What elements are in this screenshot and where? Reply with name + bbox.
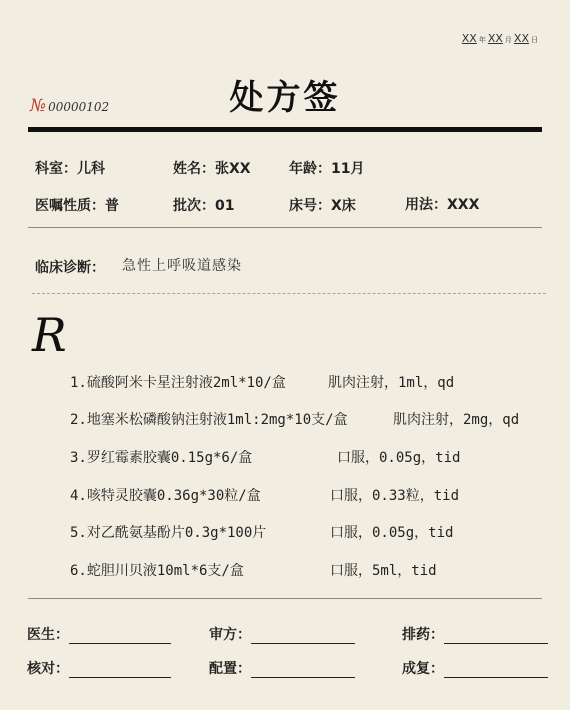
doctor-signature: [27, 624, 171, 644]
serial-number-value: 00000102: [48, 100, 110, 114]
check-signature-line: [69, 663, 171, 678]
usage-field: 用法：XXX: [405, 197, 480, 213]
medication-dosage: 肌肉注射，1ml，qd: [328, 375, 455, 391]
diagnosis-label: 临床诊断：: [35, 260, 105, 276]
date-year: XX: [461, 32, 477, 45]
date-month-unit: 月: [504, 36, 512, 44]
medication-drug: 3.罗红霉素胶囊0.15g*6/盒: [70, 450, 253, 466]
review-signature-line: [251, 629, 355, 644]
diagnosis-value: 急性上呼吸道感染: [122, 258, 242, 274]
prepare-signature-line: [251, 663, 355, 678]
medication-drug: 5.对乙酰氨基酚片0.3g*100片: [70, 525, 267, 541]
medication-drug: 1.硫酸阿米卡星注射液2ml*10/盒: [70, 375, 286, 391]
date-year-unit: 年: [478, 36, 486, 44]
signature-divider: [28, 598, 542, 599]
rx-icon: R: [32, 308, 67, 362]
review-label: 审方：: [209, 627, 251, 643]
number-sign-icon: №: [30, 96, 47, 116]
prescription-date: [462, 32, 540, 45]
check-signature: [27, 658, 171, 678]
patient-age-field: 年龄：11月: [289, 161, 365, 177]
recheck-signature: [402, 658, 548, 678]
patient-name-field: 姓名：张XX: [173, 161, 251, 177]
page-title: 处方签: [229, 78, 341, 118]
batch-field: 批次：01: [173, 198, 235, 214]
dispense-signature: [402, 624, 548, 644]
prepare-signature: [209, 658, 355, 678]
medication-drug: 4.咳特灵胶囊0.36g*30粒/盒: [70, 488, 261, 504]
prepare-label: 配置：: [209, 661, 251, 677]
department-field: 科室：儿科: [35, 161, 105, 177]
medication-dosage: 肌肉注射，2mg，qd: [393, 412, 520, 428]
review-signature: [209, 624, 355, 644]
dispense-signature-line: [444, 629, 548, 644]
recheck-label: 成复：: [402, 661, 444, 677]
date-day-unit: 日: [531, 36, 538, 44]
dispense-label: 排药：: [402, 627, 444, 643]
info-divider: [28, 227, 542, 228]
medication-dosage: 口服，0.05g，tid: [337, 450, 461, 466]
medication-dosage: 口服，0.05g，tid: [330, 525, 454, 541]
date-month: XX: [487, 32, 503, 45]
header-divider: [28, 127, 542, 132]
medication-drug: 2.地塞米松磷酸钠注射液1ml:2mg*10支/盒: [70, 412, 348, 428]
diagnosis-divider: [32, 293, 546, 294]
doctor-label: 医生：: [27, 627, 69, 643]
date-day: XX: [513, 32, 529, 45]
medication-dosage: 口服，5ml，tid: [330, 563, 437, 579]
recheck-signature-line: [444, 663, 548, 678]
medication-dosage: 口服，0.33粒，tid: [330, 488, 460, 504]
doctor-signature-line: [69, 629, 171, 644]
bed-number-field: 床号：X床: [289, 198, 356, 214]
order-nature-field: 医嘱性质：普: [35, 198, 119, 214]
check-label: 核对：: [27, 661, 69, 677]
medication-drug: 6.蛇胆川贝液10ml*6支/盒: [70, 563, 244, 579]
